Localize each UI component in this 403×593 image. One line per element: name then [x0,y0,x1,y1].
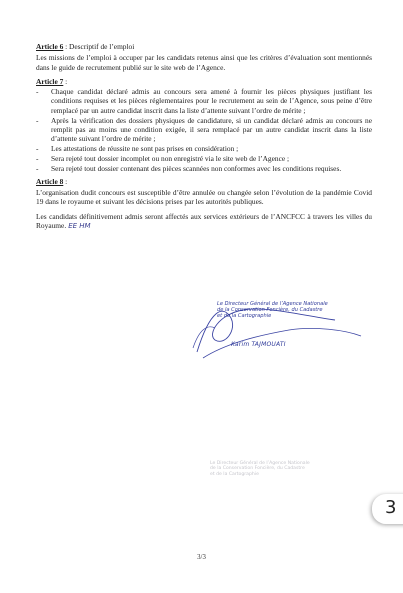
article-7-list [36,87,372,173]
official-stamp [185,300,385,380]
article-6-heading [36,42,372,51]
list-item: - Sera rejeté tout dossier contenant des pièces scannées non conformes avec les conditions requises. [36,164,372,173]
article-8-para-2-text: Les candidats définitivement admis seront affectés aux services extérieurs de l’ANCFCC à travers les villes du Royaume. [36,211,372,231]
article-8-suffix: : [63,176,68,186]
page-footer: 3/3 [197,554,206,561]
list-item: - Après la vérification des dossiers physiques de candidature, si un candidat déclaré admis au concours ne remplit pas au moins une condition exigée, il sera remplacé par un autre candidat inscrit dans la liste d’attente suivant l’ordre de mérite ; [36,116,372,144]
article-8-heading [36,177,372,186]
list-item: - Sera rejeté tout dossier incomplet ou non enregistré via le site web de l’Agence ; [36,154,372,163]
article-7-heading [36,77,372,86]
faint-line: de la Conservation Foncière, du Cadastre [210,466,305,472]
stamp-line: et de la Cartographie [217,313,272,319]
list-item: - Chaque candidat déclaré admis au concours sera amené à fournir les pièces physiques justifiant les conditions requises et les pièces réglementaires pour le recrutement au sein de l’Agence, sous peine d’être remplacé par un autre candidat inscrit dans la liste d’attente suivant l’ordre de mérite ; [36,87,372,115]
faint-line: et de la Cartographie [210,471,259,477]
list-item: - Les attestations de réussite ne sont pas prises en considération ; [36,144,372,153]
document-body [36,42,372,236]
article-8-para-1: L’organisation dudit concours est susceptible d’être annulée ou changée selon l’évolution de la pandémie Covid 19 dans le royaume et suivant les décisions prises par les autorités publiques. [36,188,372,207]
article-6-subtitle: : Descriptif de l’emploi [63,42,135,51]
article-7-suffix: : [63,76,68,86]
stamp-line: de la Conservation Foncière, du Cadastre [217,307,323,313]
article-8-para-2 [36,212,372,232]
page-number-badge[interactable] [372,494,403,524]
handwritten-initials: EE HM [68,222,91,231]
faint-line: Le Directeur Général de l’Agence Nationale [210,461,310,466]
stamp-text [217,301,367,319]
stamp-line: Le Directeur Général de l’Agence Nationale [217,301,328,307]
page-number-badge-label: 3 [385,497,397,518]
faint-stamp-imprint [210,461,330,477]
article-6-body: Les missions de l’emploi à occuper par les candidats retenus ainsi que les critères d’évaluation sont mentionnés dans le guide de recrutement publié sur le site web de l’Agence. [36,53,372,72]
article-7-title: Article 7 [36,76,64,86]
signatory-name: Karim TAJMOUATI [231,341,286,348]
article-6-title: Article 6 [36,42,64,51]
article-8-title: Article 8 [36,176,64,186]
